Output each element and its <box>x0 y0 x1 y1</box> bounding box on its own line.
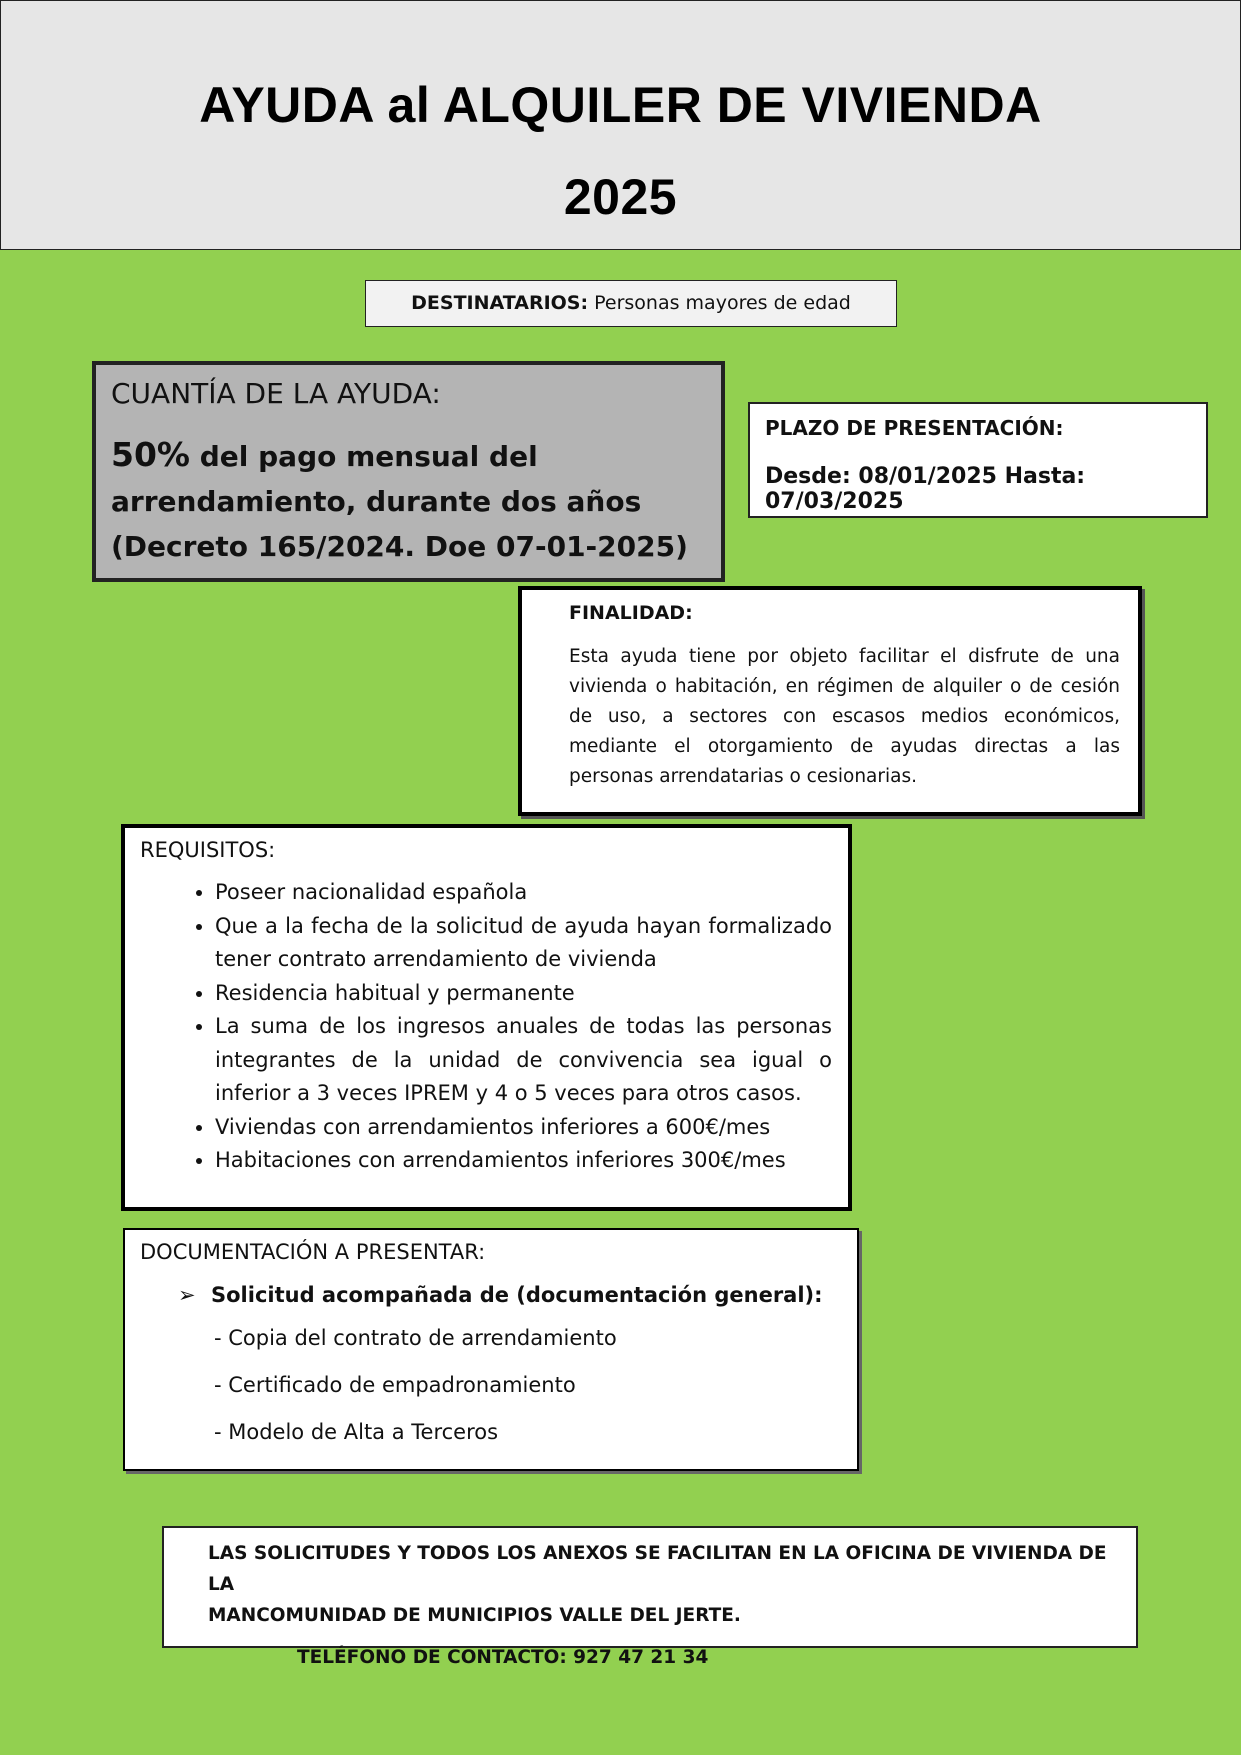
list-item: - Copia del contrato de arrendamiento <box>214 1326 617 1350</box>
footer-line2: MANCOMUNIDAD DE MUNICIPIOS VALLE DEL JERTE. <box>208 1605 741 1626</box>
plazo-dates: Desde: 08/01/2025 Hasta: 07/03/2025 <box>765 464 1086 514</box>
list-item: - Certificado de empadronamiento <box>214 1373 576 1397</box>
documentacion-main-item <box>178 1283 857 1307</box>
footer-box <box>162 1526 1138 1668</box>
list-item: • La suma de los ingresos anuales de todas las personas integrantes de la unidad de convivencia sea igual o inferior a 3 veces IPREM y 4 o 5 veces para otros casos. <box>215 1010 832 1111</box>
documentacion-box <box>123 1228 859 1471</box>
documentacion-main-label: Solicitud acompañada de (documentación general): <box>211 1283 823 1307</box>
page-title: AYUDA al ALQUILER DE VIVIENDA <box>199 77 1042 133</box>
list-item: • Residencia habitual y permanente <box>215 977 832 1011</box>
list-item: • Que a la fecha de la solicitud de ayuda hayan formalizado tener contrato arrendamiento de vivienda <box>215 910 832 977</box>
documentacion-heading: DOCUMENTACIÓN A PRESENTAR: <box>140 1240 486 1264</box>
cuantia-line2: arrendamiento, durante dos años <box>111 485 642 518</box>
footer-line1: LAS SOLICITUDES Y TODOS LOS ANEXOS SE FACILITAN EN LA OFICINA DE VIVIENDA DE LA <box>208 1543 1107 1595</box>
destinatarios-value: Personas mayores de edad <box>588 292 851 314</box>
cuantia-line3: (Decreto 165/2024. Doe 07-01-2025) <box>111 530 688 563</box>
cuantia-heading: CUANTÍA DE LA AYUDA: <box>111 377 441 410</box>
requisitos-box <box>121 824 852 1211</box>
cuantia-line1: del pago mensual del <box>190 440 538 473</box>
footer-phone: TELÉFONO DE CONTACTO: 927 47 21 34 <box>297 1647 709 1668</box>
destinatarios-box <box>365 280 897 327</box>
destinatarios-label: DESTINATARIOS: <box>411 292 589 314</box>
cuantia-body <box>111 432 721 569</box>
requisitos-list <box>140 876 832 1178</box>
finalidad-box <box>518 586 1142 816</box>
cuantia-box <box>92 361 725 582</box>
list-item: • Habitaciones con arrendamientos inferiores 300€/mes <box>215 1144 832 1178</box>
plazo-box <box>748 402 1208 518</box>
requisitos-heading: REQUISITOS: <box>140 838 276 862</box>
finalidad-text: Esta ayuda tiene por objeto facilitar el disfrute de una vivienda o habitación, en régimen de alquiler o de cesión de uso, a sectores con escasos medios económicos, mediante el otorgamiento de ayudas directas a las personas arrendatarias o cesionarias. <box>569 646 1120 787</box>
finalidad-heading: FINALIDAD: <box>569 602 693 624</box>
cuantia-percent: 50% <box>111 435 190 474</box>
list-item: • Poseer nacionalidad española <box>215 876 832 910</box>
list-item: • Viviendas con arrendamientos inferiores a 600€/mes <box>215 1111 832 1145</box>
arrow-bullet-icon: ➢ <box>178 1283 196 1307</box>
list-item: - Modelo de Alta a Terceros <box>214 1420 499 1444</box>
plazo-heading: PLAZO DE PRESENTACIÓN: <box>765 416 1064 440</box>
page-year: 2025 <box>563 169 678 225</box>
